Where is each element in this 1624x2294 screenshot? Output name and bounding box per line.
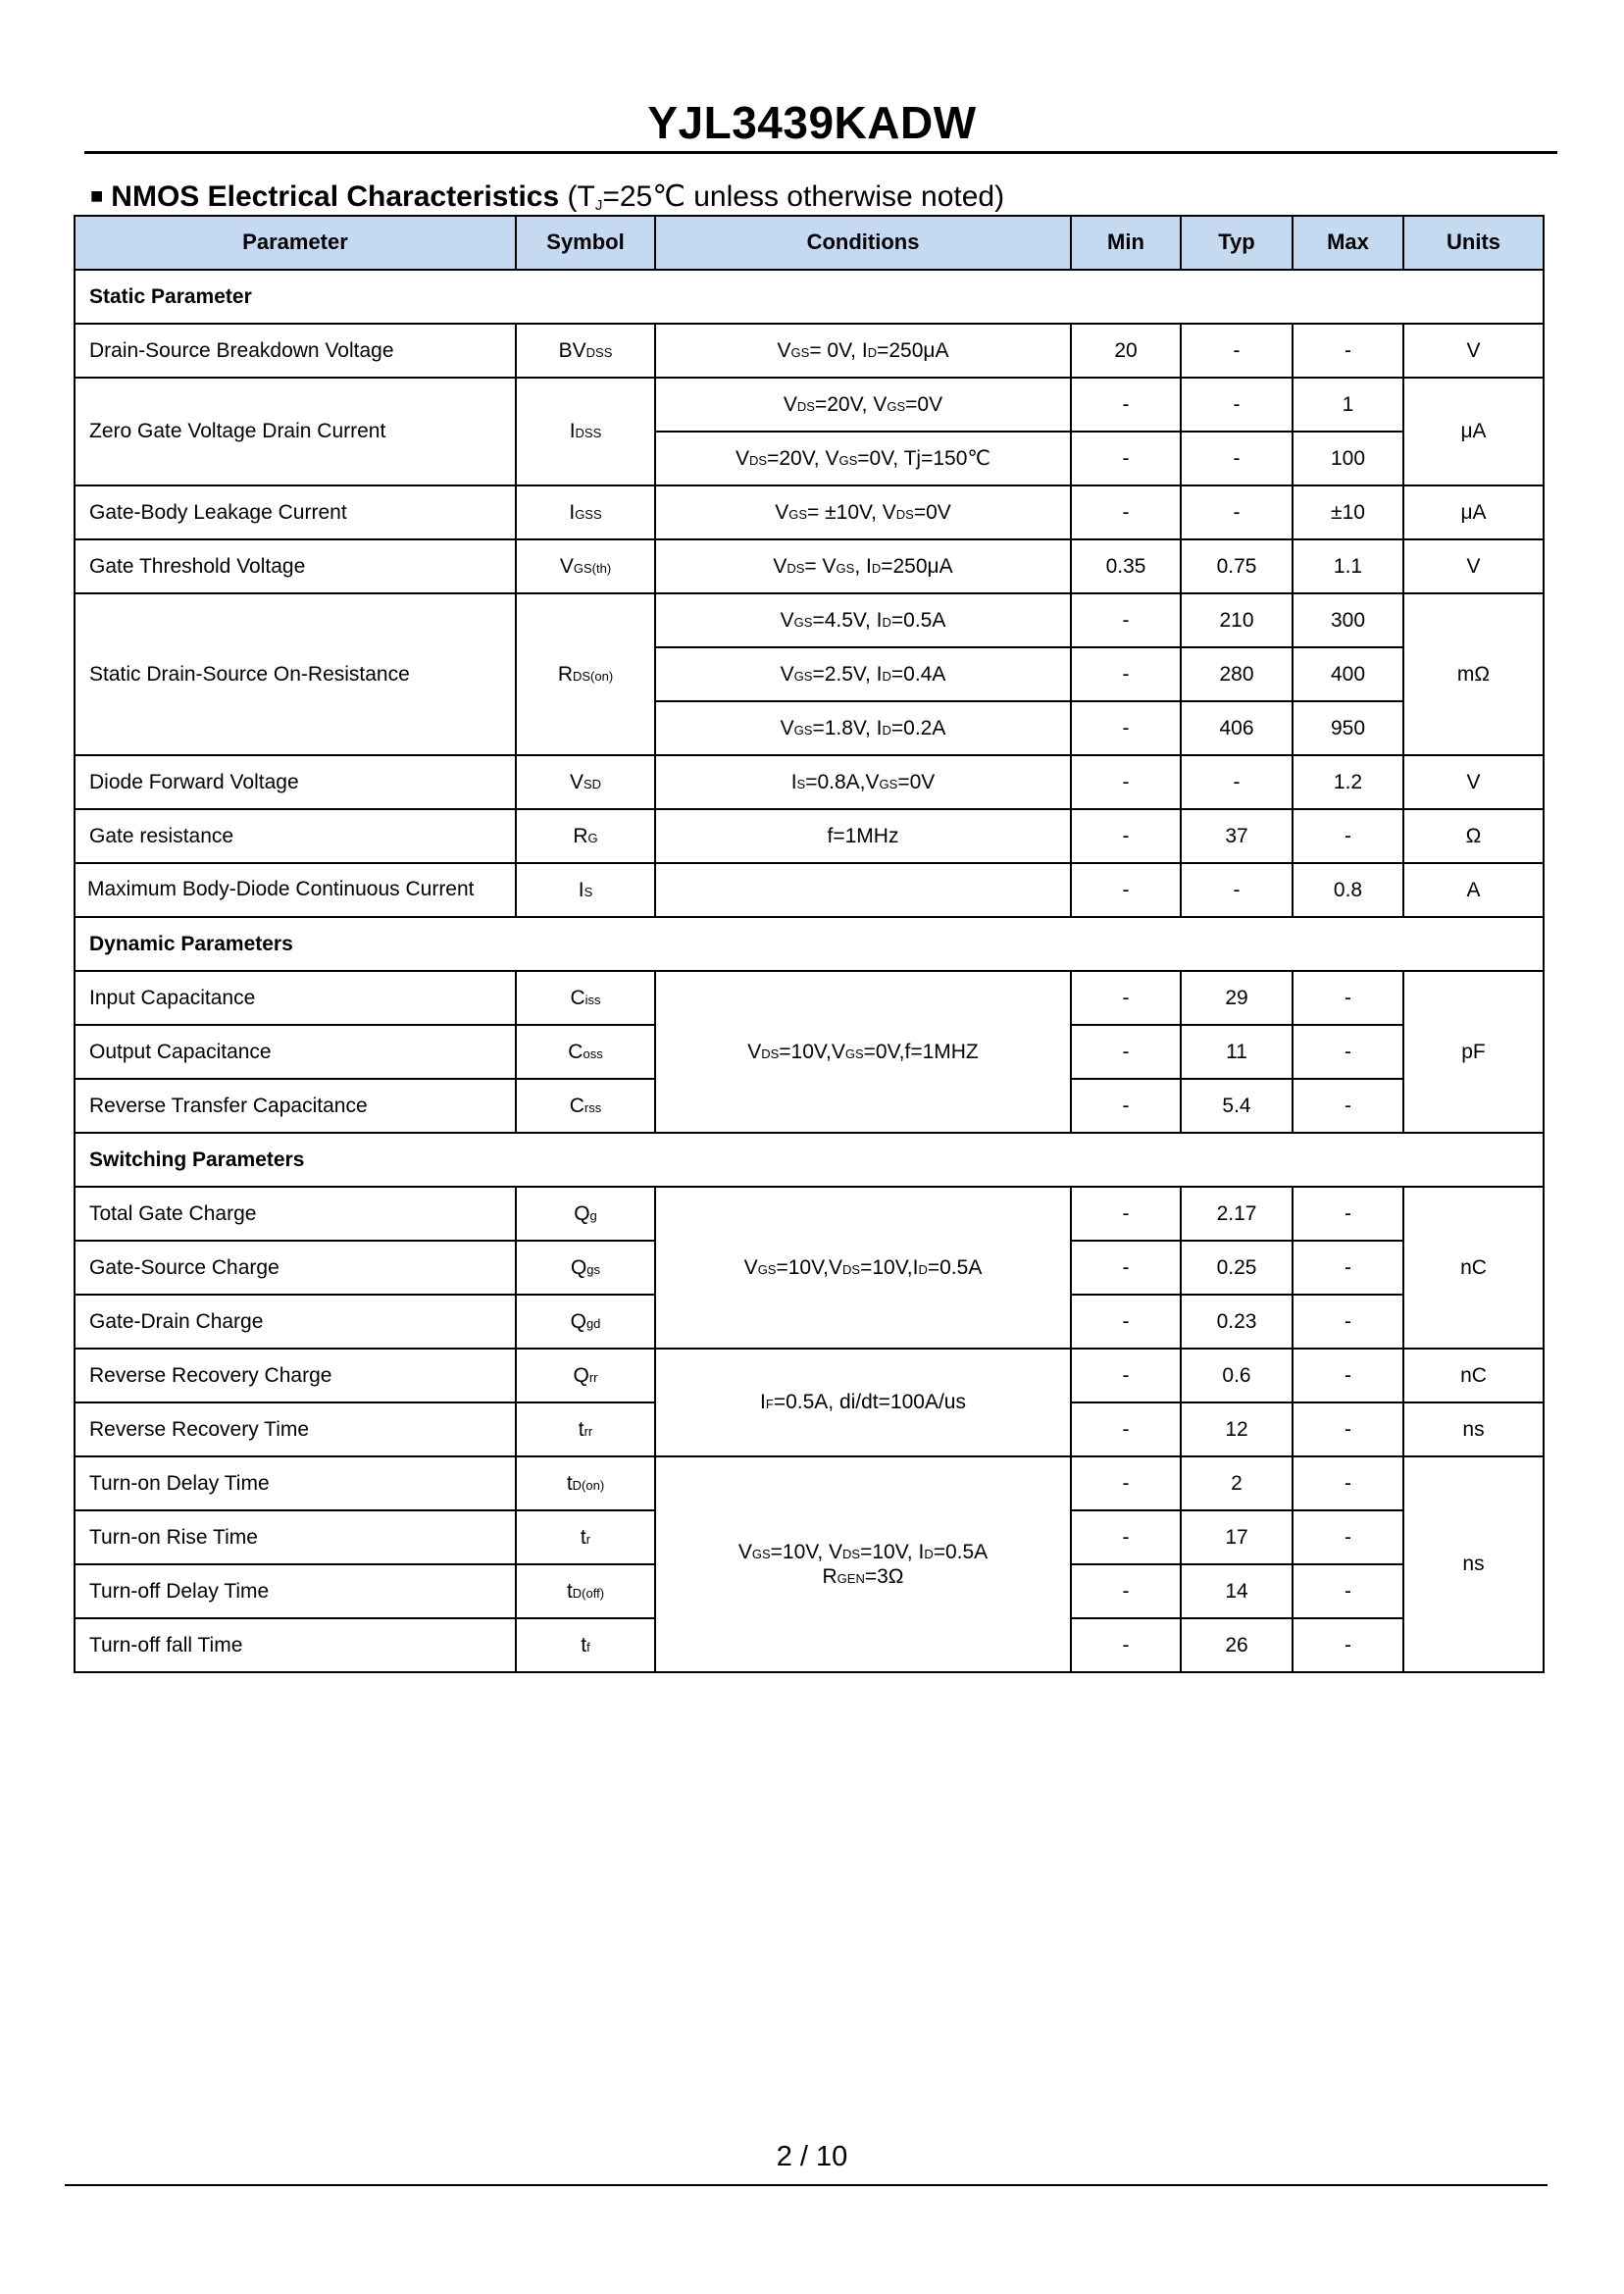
max-value: -	[1293, 1025, 1403, 1079]
max-value: ±10	[1293, 485, 1403, 539]
table-row	[75, 971, 1544, 1025]
condition-text: =2.5V, I	[812, 662, 883, 686]
unit: ns	[1403, 1402, 1544, 1456]
group-title-dynamic: Dynamic Parameters	[75, 917, 1544, 971]
page-number: 2 / 10	[776, 2141, 848, 2172]
min-value: -	[1071, 1349, 1181, 1402]
condition-text: =20V, V	[767, 446, 839, 470]
symbol-subscript: D(on)	[572, 1477, 605, 1493]
unit: V	[1403, 324, 1544, 378]
unit: ns	[1403, 1456, 1544, 1672]
symbol-subscript: g	[589, 1207, 597, 1223]
typ-value: 12	[1181, 1402, 1293, 1456]
condition-text: V	[747, 1040, 762, 1063]
table-row	[75, 755, 1544, 809]
title-rule	[84, 151, 1557, 154]
condition	[655, 971, 1071, 1133]
condition-subscript: DS	[796, 398, 815, 414]
condition-subscript: GEN	[837, 1571, 865, 1586]
param-name: Turn-on Delay Time	[75, 1456, 516, 1510]
symbol	[516, 1079, 655, 1133]
param-name: Gate-Drain Charge	[75, 1295, 516, 1349]
symbol-main: C	[569, 1094, 584, 1117]
table-row	[75, 1456, 1544, 1510]
condition-text: =10V, I	[860, 1540, 925, 1563]
symbol-main: t	[580, 1525, 586, 1549]
min-value: -	[1071, 593, 1181, 647]
condition-text: V	[783, 392, 797, 416]
condition-subscript: GS	[879, 776, 898, 791]
condition-text: V	[737, 1540, 752, 1563]
max-value: 400	[1293, 647, 1403, 701]
unit: μA	[1403, 485, 1544, 539]
symbol	[516, 755, 655, 809]
typ-value: 210	[1181, 593, 1293, 647]
condition-text: , I	[854, 554, 872, 578]
max-value: 950	[1293, 701, 1403, 755]
condition-text: =10V,I	[860, 1255, 919, 1279]
header-max: Max	[1293, 216, 1403, 270]
min-value: -	[1071, 485, 1181, 539]
unit: Ω	[1403, 809, 1544, 863]
table-row	[75, 539, 1544, 593]
symbol	[516, 1025, 655, 1079]
symbol	[516, 378, 655, 485]
unit: mΩ	[1403, 593, 1544, 755]
section-heading	[90, 179, 1004, 214]
symbol-subscript: G	[587, 830, 598, 845]
min-value: -	[1071, 863, 1181, 917]
condition-text: =1.8V, I	[812, 716, 883, 739]
max-value: 100	[1293, 432, 1403, 485]
condition-text: =250μA	[877, 338, 949, 362]
condition-subscript: GS	[751, 1546, 771, 1561]
condition	[655, 701, 1071, 755]
typ-value: 29	[1181, 971, 1293, 1025]
condition-subscript: GS	[838, 452, 858, 468]
condition-text: =0V	[913, 500, 951, 524]
condition-text: V	[780, 716, 794, 739]
condition-text: =0.5A	[890, 608, 946, 632]
table-header-row	[75, 216, 1544, 270]
min-value: -	[1071, 1025, 1181, 1079]
table-row	[75, 485, 1544, 539]
table-row	[75, 809, 1544, 863]
param-name: Maximum Body-Diode Continuous Current	[75, 863, 516, 917]
symbol	[516, 485, 655, 539]
min-value: -	[1071, 647, 1181, 701]
condition-subscript: D	[918, 1261, 928, 1277]
unit: nC	[1403, 1349, 1544, 1402]
condition	[655, 1456, 1071, 1672]
symbol	[516, 1456, 655, 1510]
condition-text: V	[775, 500, 789, 524]
symbol-subscript: DSS	[585, 344, 613, 360]
param-name: Turn-off Delay Time	[75, 1564, 516, 1618]
condition-subscript: DS	[761, 1045, 780, 1061]
typ-value: -	[1181, 485, 1293, 539]
symbol-main: t	[566, 1579, 573, 1603]
max-value: 1.1	[1293, 539, 1403, 593]
symbol	[516, 324, 655, 378]
condition-text: V	[773, 554, 787, 578]
typ-value: 17	[1181, 1510, 1293, 1564]
typ-value: 2.17	[1181, 1187, 1293, 1241]
condition-text: =0.5A, di/dt=100A/us	[773, 1391, 966, 1414]
condition-subscript: DS	[895, 506, 914, 522]
square-bullet-icon: ■	[90, 183, 104, 208]
max-value: 1	[1293, 378, 1403, 432]
symbol-subscript: SD	[583, 776, 602, 791]
electrical-characteristics-table	[74, 215, 1545, 1673]
min-value: -	[1071, 809, 1181, 863]
min-value: -	[1071, 971, 1181, 1025]
condition-line	[656, 1540, 1070, 1564]
typ-value: 0.25	[1181, 1241, 1293, 1295]
min-value: 0.35	[1071, 539, 1181, 593]
condition-subscript: D	[882, 614, 891, 630]
min-value: -	[1071, 1241, 1181, 1295]
condition	[655, 324, 1071, 378]
symbol-subscript: oss	[583, 1045, 603, 1061]
condition-subscript: GS	[790, 344, 810, 360]
param-name: Input Capacitance	[75, 971, 516, 1025]
symbol-subscript: GSS	[575, 506, 602, 522]
condition-subscript: D	[871, 560, 882, 576]
condition-subscript: DS	[842, 1261, 861, 1277]
condition	[655, 863, 1071, 917]
max-value: -	[1293, 1349, 1403, 1402]
min-value: -	[1071, 1295, 1181, 1349]
max-value: -	[1293, 1295, 1403, 1349]
condition-text: V	[780, 608, 794, 632]
typ-value: 280	[1181, 647, 1293, 701]
condition-text: =0V	[905, 392, 943, 416]
condition-subscript: GS	[757, 1261, 777, 1277]
typ-value: 14	[1181, 1564, 1293, 1618]
unit: pF	[1403, 971, 1544, 1133]
condition-text: =0.4A	[890, 662, 946, 686]
condition-subscript: GS	[836, 560, 855, 576]
symbol	[516, 1349, 655, 1402]
symbol	[516, 1241, 655, 1295]
typ-value: 2	[1181, 1456, 1293, 1510]
condition-text: =20V, V	[814, 392, 888, 416]
max-value: -	[1293, 1241, 1403, 1295]
typ-value: 0.75	[1181, 539, 1293, 593]
table-row	[75, 1187, 1544, 1241]
condition-subscript: DS	[787, 560, 805, 576]
condition-text: =10V,V	[779, 1040, 845, 1063]
unit: V	[1403, 539, 1544, 593]
group-row-static	[75, 270, 1544, 324]
typ-value: -	[1181, 432, 1293, 485]
max-value: -	[1293, 1510, 1403, 1564]
symbol-subscript: f	[586, 1639, 590, 1655]
typ-value: -	[1181, 755, 1293, 809]
typ-value: -	[1181, 378, 1293, 432]
param-name: Reverse Recovery Time	[75, 1402, 516, 1456]
condition	[655, 432, 1071, 485]
min-value: -	[1071, 1618, 1181, 1672]
symbol-main: V	[569, 770, 584, 793]
param-name: Output Capacitance	[75, 1025, 516, 1079]
symbol-main: I	[569, 500, 576, 524]
condition-text: V	[736, 446, 750, 470]
param-name: Reverse Transfer Capacitance	[75, 1079, 516, 1133]
condition-text: = 0V, I	[809, 338, 868, 362]
table-row	[75, 593, 1544, 647]
symbol-subscript: gs	[586, 1261, 601, 1277]
section-heading-text: NMOS Electrical Characteristics	[111, 180, 560, 213]
symbol-main: C	[568, 1040, 584, 1063]
symbol-subscript: rr	[584, 1423, 593, 1439]
symbol-main: Q	[573, 1363, 589, 1387]
param-name: Diode Forward Voltage	[75, 755, 516, 809]
condition-line	[656, 1564, 1070, 1589]
table-row	[75, 1349, 1544, 1402]
group-title-static: Static Parameter	[75, 270, 1544, 324]
max-value: -	[1293, 1618, 1403, 1672]
condition-text: V	[780, 662, 794, 686]
max-value: 300	[1293, 593, 1403, 647]
condition-subscript: GS	[788, 506, 808, 522]
min-value: -	[1071, 755, 1181, 809]
symbol-subscript: GS(th)	[573, 560, 612, 576]
symbol-main: t	[578, 1417, 584, 1441]
condition-text: =0.5A	[927, 1255, 983, 1279]
typ-value: 26	[1181, 1618, 1293, 1672]
condition-text: V	[777, 338, 791, 362]
header-symbol: Symbol	[516, 216, 655, 270]
typ-value: 37	[1181, 809, 1293, 863]
symbol-subscript: D(off)	[572, 1585, 605, 1601]
condition-note-open: (T	[559, 180, 595, 213]
condition-text: =250μA	[881, 554, 953, 578]
condition-subscript: DS	[749, 452, 768, 468]
condition	[655, 647, 1071, 701]
typ-value: 0.23	[1181, 1295, 1293, 1349]
symbol-subscript: DS(on)	[572, 668, 614, 684]
symbol-subscript: gd	[585, 1315, 601, 1331]
condition-text: I	[790, 770, 797, 793]
footer-rule	[65, 2184, 1548, 2186]
typ-value: -	[1181, 324, 1293, 378]
symbol	[516, 1295, 655, 1349]
condition-text: =10V,V	[776, 1255, 843, 1279]
max-value: 0.8	[1293, 863, 1403, 917]
condition-subscript: GS	[793, 614, 813, 630]
symbol	[516, 1402, 655, 1456]
condition-subscript: D	[882, 668, 891, 684]
symbol-main: C	[570, 986, 585, 1009]
symbol-main: I	[569, 420, 576, 443]
param-name: Turn-off fall Time	[75, 1618, 516, 1672]
symbol	[516, 1618, 655, 1672]
max-value: -	[1293, 809, 1403, 863]
condition-text: =0V, Tj=150℃	[857, 446, 990, 470]
symbol-main: R	[557, 662, 573, 686]
symbol	[516, 539, 655, 593]
condition-note-subscript: J	[594, 197, 603, 214]
condition-subscript: D	[867, 344, 878, 360]
typ-value: 11	[1181, 1025, 1293, 1079]
min-value: -	[1071, 1510, 1181, 1564]
min-value: -	[1071, 1564, 1181, 1618]
group-row-dynamic	[75, 917, 1544, 971]
symbol	[516, 1510, 655, 1564]
typ-value: 0.6	[1181, 1349, 1293, 1402]
param-name: Total Gate Charge	[75, 1187, 516, 1241]
table-row	[75, 324, 1544, 378]
param-name: Drain-Source Breakdown Voltage	[75, 324, 516, 378]
min-value: -	[1071, 701, 1181, 755]
condition-text: f=1MHz	[827, 824, 899, 847]
condition-text: =0.8A,V	[805, 770, 880, 793]
symbol-subscript: rr	[588, 1369, 598, 1385]
condition	[655, 539, 1071, 593]
symbol-main: I	[578, 878, 584, 901]
symbol-main: Q	[574, 1201, 590, 1225]
min-value: -	[1071, 432, 1181, 485]
max-value: 1.2	[1293, 755, 1403, 809]
symbol-main: t	[566, 1471, 573, 1495]
param-name: Gate resistance	[75, 809, 516, 863]
param-name: Gate Threshold Voltage	[75, 539, 516, 593]
symbol-subscript: iss	[584, 992, 601, 1007]
param-name: Gate-Source Charge	[75, 1241, 516, 1295]
typ-value: 5.4	[1181, 1079, 1293, 1133]
param-name: Gate-Body Leakage Current	[75, 485, 516, 539]
table-row	[75, 863, 1544, 917]
symbol-subscript: r	[585, 1531, 591, 1547]
condition-text: =3Ω	[864, 1565, 904, 1588]
condition-subscript: DS	[842, 1546, 861, 1561]
header-units: Units	[1403, 216, 1544, 270]
max-value: -	[1293, 1564, 1403, 1618]
unit: A	[1403, 863, 1544, 917]
condition-text: = ±10V, V	[807, 500, 896, 524]
symbol	[516, 593, 655, 755]
table-row	[75, 378, 1544, 432]
max-value: -	[1293, 324, 1403, 378]
symbol-main: R	[573, 824, 588, 847]
symbol-subscript: S	[584, 884, 593, 899]
condition-text: R	[822, 1565, 837, 1588]
condition-subscript: F	[765, 1397, 774, 1412]
condition	[655, 593, 1071, 647]
condition-note-close: =25℃ unless otherwise noted)	[602, 180, 1005, 213]
max-value: -	[1293, 1187, 1403, 1241]
symbol-main: BV	[558, 338, 586, 362]
condition-text: =0.2A	[890, 716, 946, 739]
header-min: Min	[1071, 216, 1181, 270]
condition-subscript: GS	[793, 668, 813, 684]
header-parameter: Parameter	[75, 216, 516, 270]
min-value: 20	[1071, 324, 1181, 378]
condition-subscript: GS	[844, 1045, 864, 1061]
unit: nC	[1403, 1187, 1544, 1349]
symbol-main: V	[559, 554, 574, 578]
header-typ: Typ	[1181, 216, 1293, 270]
symbol-main: t	[581, 1633, 587, 1657]
symbol-main: Q	[570, 1309, 586, 1333]
symbol	[516, 1187, 655, 1241]
condition-text: V	[743, 1255, 758, 1279]
condition-subscript: GS	[793, 722, 813, 738]
header-conditions: Conditions	[655, 216, 1071, 270]
condition	[655, 755, 1071, 809]
min-value: -	[1071, 378, 1181, 432]
typ-value: 406	[1181, 701, 1293, 755]
document-title: YJL3439KADW	[647, 97, 977, 148]
min-value: -	[1071, 1402, 1181, 1456]
max-value: -	[1293, 1456, 1403, 1510]
condition-text: I	[760, 1391, 766, 1414]
symbol	[516, 1564, 655, 1618]
symbol-subscript: rss	[584, 1099, 602, 1115]
param-name: Reverse Recovery Charge	[75, 1349, 516, 1402]
condition-subscript: S	[796, 776, 806, 791]
condition-text: =0V,f=1MHZ	[863, 1040, 979, 1063]
condition-text: =0V	[897, 770, 936, 793]
min-value: -	[1071, 1079, 1181, 1133]
condition-text: =10V, V	[770, 1540, 843, 1563]
condition-text: =0.5A	[933, 1540, 989, 1563]
max-value: -	[1293, 1402, 1403, 1456]
min-value: -	[1071, 1456, 1181, 1510]
min-value: -	[1071, 1187, 1181, 1241]
condition-text: = V	[804, 554, 837, 578]
param-name: Turn-on Rise Time	[75, 1510, 516, 1564]
symbol-subscript: DSS	[575, 426, 602, 441]
typ-value: -	[1181, 863, 1293, 917]
condition	[655, 1349, 1071, 1456]
condition	[655, 485, 1071, 539]
symbol-main: Q	[570, 1255, 587, 1279]
condition-subscript: D	[882, 722, 891, 738]
unit: V	[1403, 755, 1544, 809]
symbol	[516, 809, 655, 863]
param-name: Static Drain-Source On-Resistance	[75, 593, 516, 755]
condition-text: =4.5V, I	[812, 608, 883, 632]
param-name: Zero Gate Voltage Drain Current	[75, 378, 516, 485]
condition-subscript: GS	[887, 398, 906, 414]
symbol	[516, 863, 655, 917]
group-row-switching	[75, 1133, 1544, 1187]
max-value: -	[1293, 1079, 1403, 1133]
condition	[655, 1187, 1071, 1349]
condition	[655, 378, 1071, 432]
group-title-switching: Switching Parameters	[75, 1133, 1544, 1187]
condition	[655, 809, 1071, 863]
symbol	[516, 971, 655, 1025]
condition-subscript: D	[924, 1546, 934, 1561]
max-value: -	[1293, 971, 1403, 1025]
unit: μA	[1403, 378, 1544, 485]
